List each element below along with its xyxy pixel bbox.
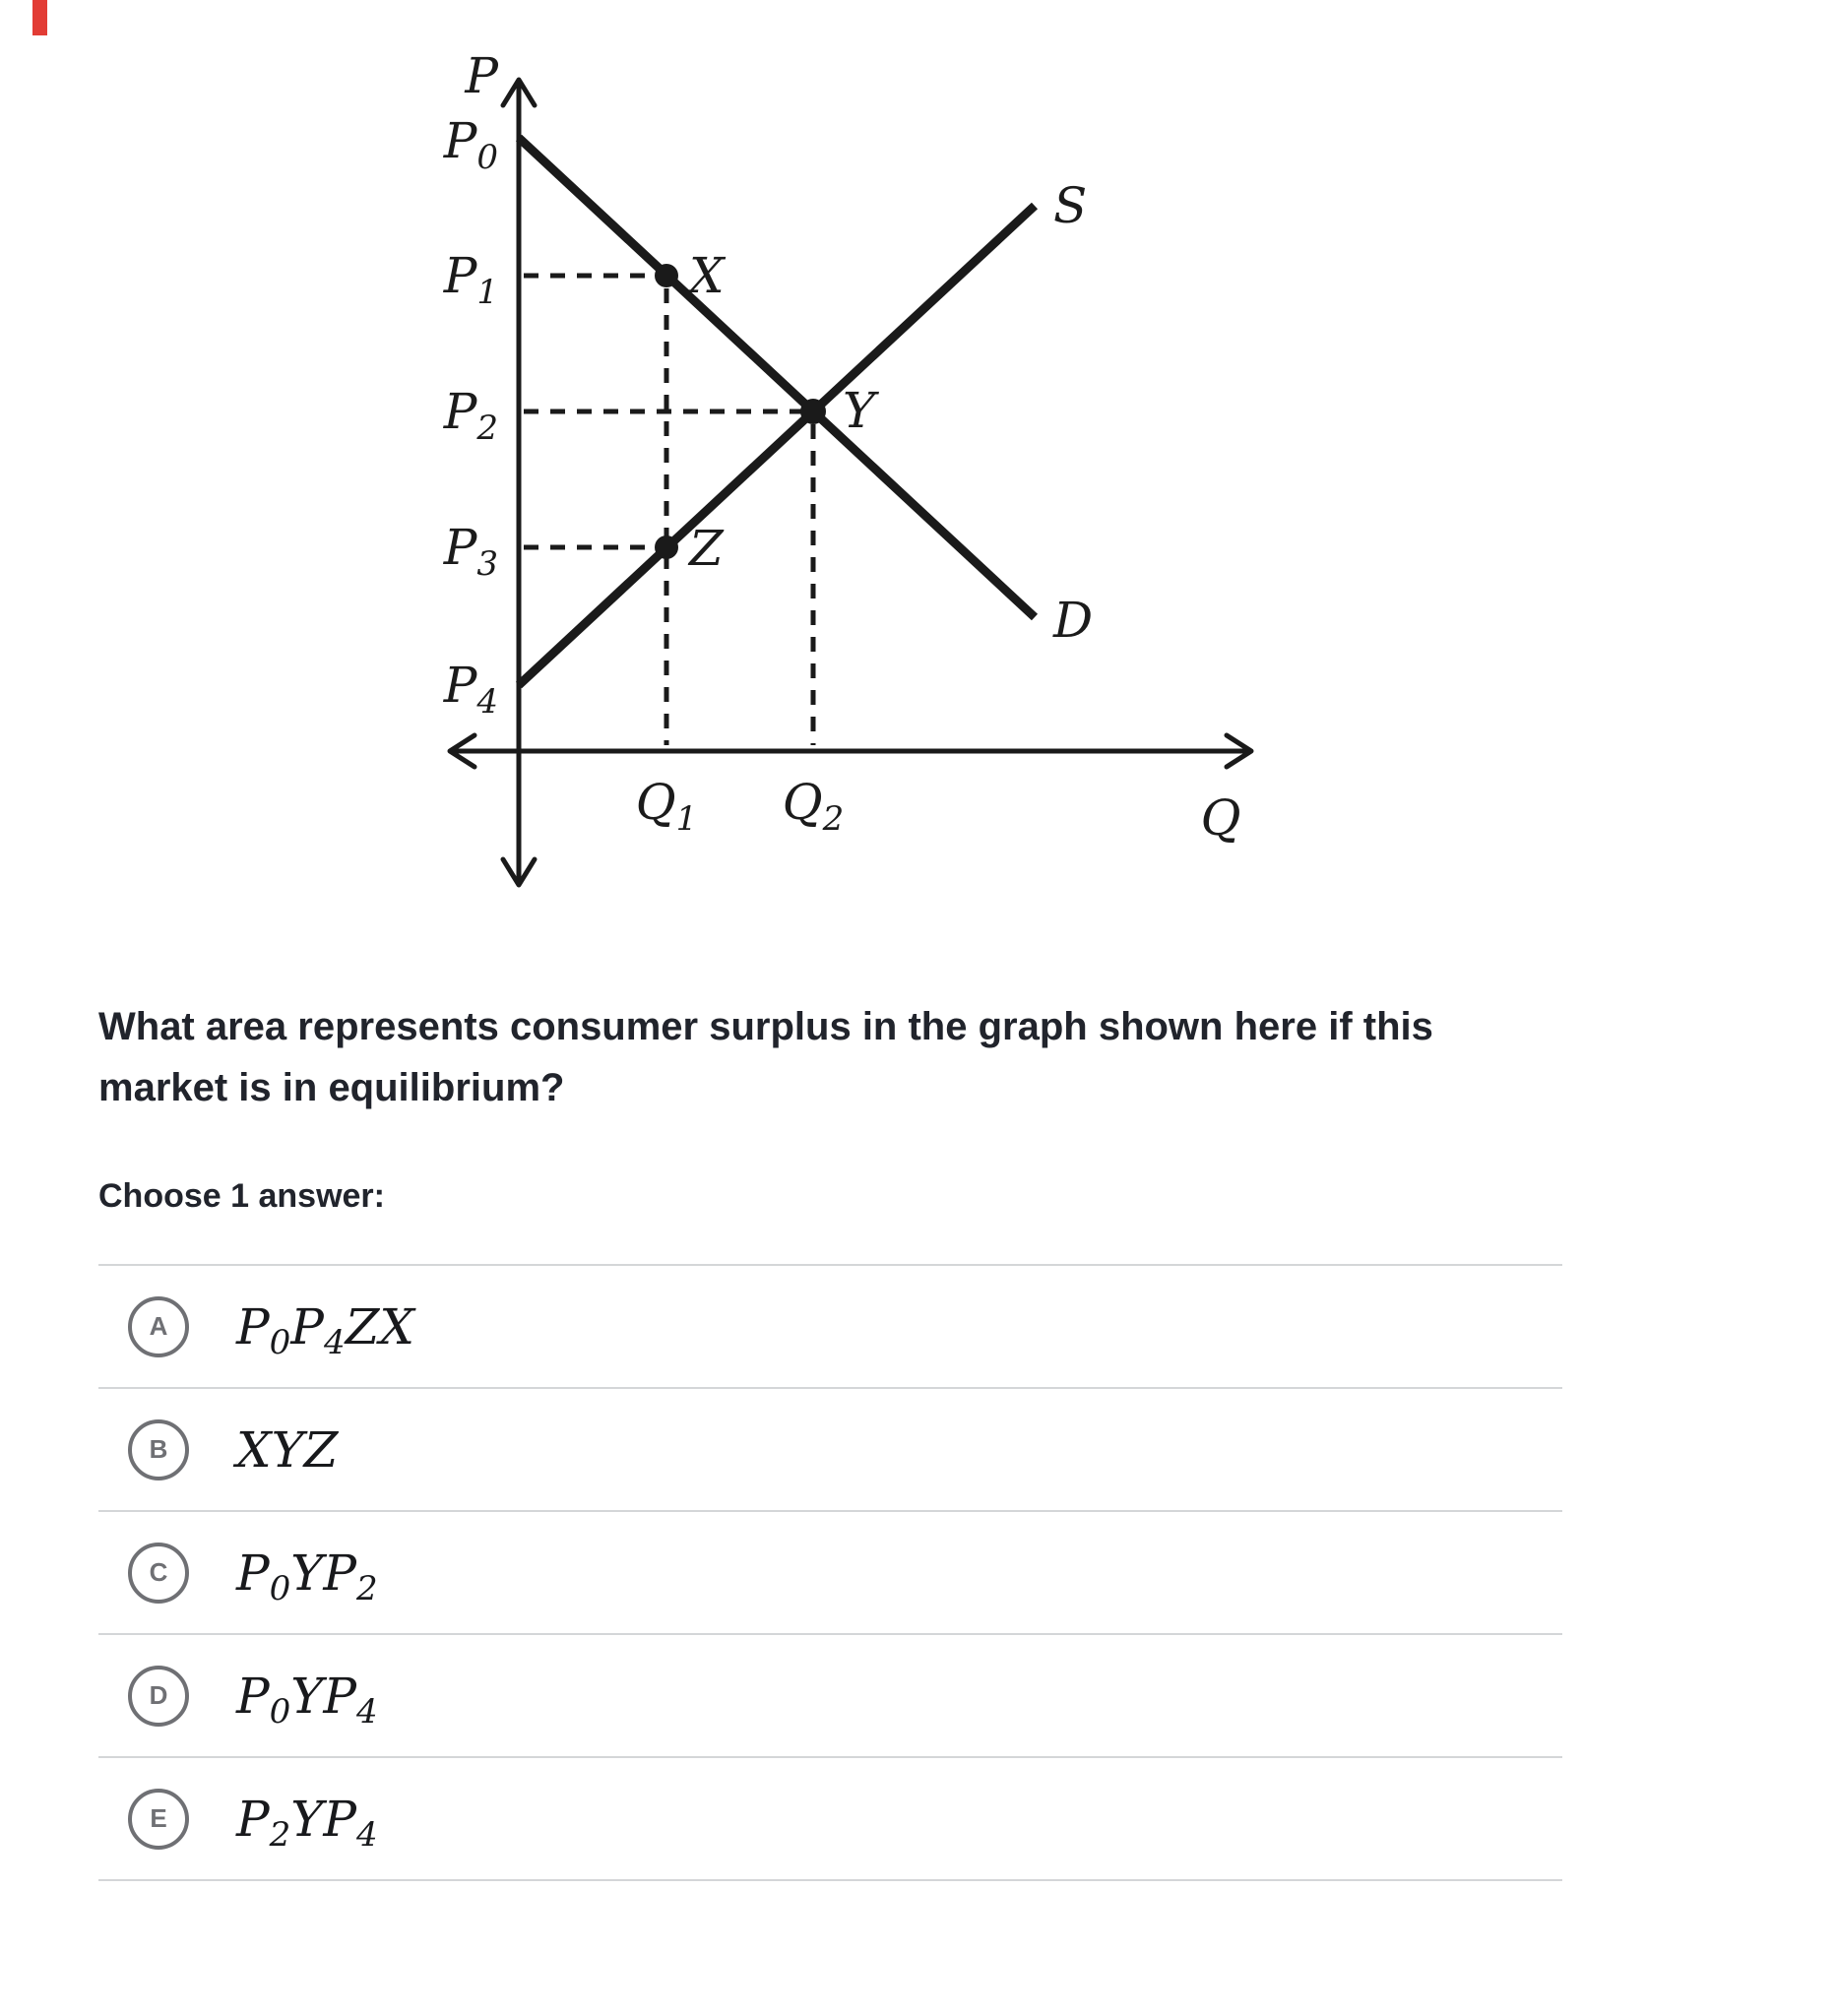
option-formula: $P_0YP_4$ — [236, 1667, 378, 1732]
option-letter-badge[interactable]: C — [128, 1543, 189, 1604]
option-formula: $P_0P_4ZX$ — [236, 1297, 414, 1362]
point-label-z: Z — [689, 520, 724, 577]
answer-option-c[interactable] — [98, 1510, 1562, 1633]
price-label-p1: $P_1$ — [443, 247, 498, 312]
answer-option-d[interactable] — [98, 1633, 1562, 1756]
price-label-p4: $P_4$ — [443, 657, 498, 722]
answer-options — [98, 1264, 1562, 1881]
option-letter-badge[interactable]: B — [128, 1419, 189, 1480]
price-label-p2: $P_2$ — [443, 383, 498, 448]
option-formula: XYZ — [236, 1420, 339, 1479]
y-axis-label: P — [465, 47, 498, 104]
option-formula: $P_2YP_4$ — [236, 1790, 378, 1855]
point-y-dot — [800, 399, 826, 424]
demand-curve-label: D — [1053, 592, 1094, 649]
point-label-x: X — [689, 247, 725, 304]
price-label-p3: $P_3$ — [443, 519, 498, 584]
supply-curve-label: S — [1053, 177, 1088, 234]
choose-answer-prompt: Choose 1 answer: — [98, 1177, 385, 1215]
answer-option-a[interactable] — [98, 1264, 1562, 1387]
option-letter-badge[interactable]: D — [128, 1666, 189, 1727]
supply-curve — [519, 206, 1035, 685]
answer-option-b[interactable] — [98, 1387, 1562, 1510]
point-label-y: Y — [843, 382, 876, 439]
quantity-label-q2: $Q_2$ — [782, 774, 845, 839]
x-axis-label: Q — [1200, 789, 1241, 847]
supply-demand-graph — [0, 0, 1835, 965]
answer-option-e[interactable] — [98, 1756, 1562, 1879]
price-label-p0: $P_0$ — [443, 112, 498, 177]
point-x-dot — [655, 264, 678, 287]
option-formula: $P_0YP_2$ — [236, 1544, 378, 1608]
quantity-label-q1: $Q_1$ — [635, 774, 698, 839]
question-text: What area represents consumer surplus in the graph shown here if this market is in equilibrium? — [98, 1005, 1433, 1109]
point-z-dot — [655, 536, 678, 559]
option-letter-badge[interactable]: E — [128, 1789, 189, 1850]
dashed-guides — [524, 276, 813, 745]
option-letter-badge[interactable]: A — [128, 1296, 189, 1357]
demand-curve — [519, 138, 1035, 617]
